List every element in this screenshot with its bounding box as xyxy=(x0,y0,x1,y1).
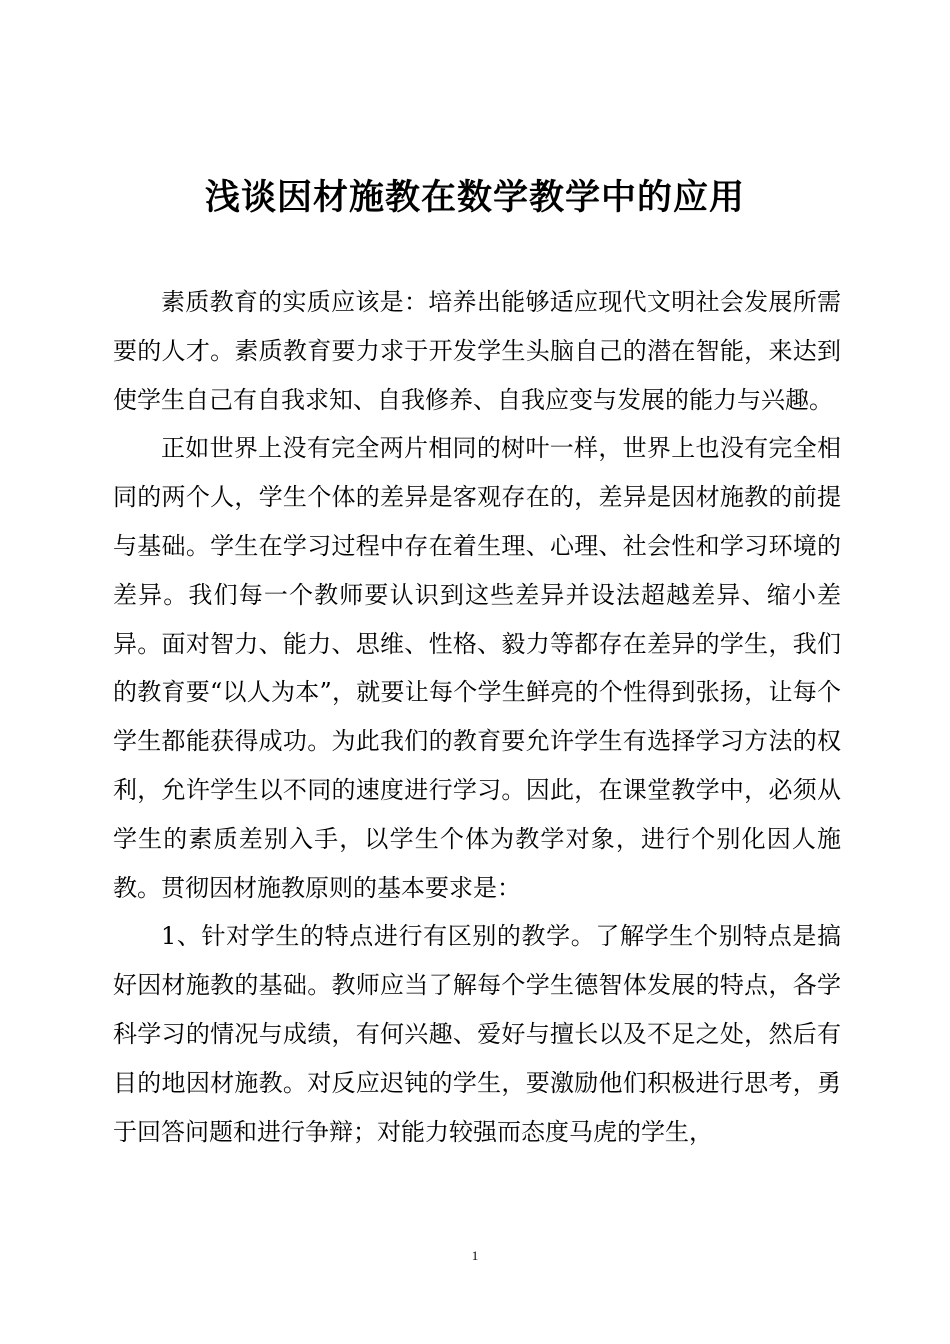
document-body xyxy=(113,278,841,1156)
paragraph: 1、针对学生的特点进行有区别的教学。了解学生个别特点是搞好因材施教的基础。教师应当了解每个学生德智体发展的特点，各学科学习的情况与成绩，有何兴趣、爱好与擅长以及不足之处，然后有目的地因材施教。对反应迟钝的学生，要激励他们积极进行思考，勇于回答问题和进行争辩；对能力较强而态度马虎的学生， xyxy=(113,922,841,1146)
paragraph: 素质教育的实质应该是：培养出能够适应现代文明社会发展所需要的人才。素质教育要力求于开发学生头脑自己的潜在智能，来达到使学生自己有自我求知、自我修养、自我应变与发展的能力与兴趣。 xyxy=(113,288,841,414)
page-number: 1 xyxy=(471,1248,479,1263)
document-title: 浅谈因材施教在数学教学中的应用 xyxy=(204,177,745,218)
paragraph: 正如世界上没有完全两片相同的树叶一样，世界上也没有完全相同的两个人，学生个体的差异是客观存在的，差异是因材施教的前提与基础。学生在学习过程中存在着生理、心理、社会性和学习环境的差异。我们每一个教师要认识到这些差异并设法超越差异、缩小差异。面对智力、能力、思维、性格、毅力等都存在差异的学生，我们的教育要“以人为本”，就要让每个学生鲜亮的个性得到张扬，让每个学生都能获得成功。为此我们的教育要允许学生有选择学习方法的权利，允许学生以不同的速度进行学习。因此，在课堂教学中，必须从学生的素质差别入手，以学生个体为教学对象，进行个别化因人施教。贯彻因材施教原则的基本要求是： xyxy=(113,434,841,902)
